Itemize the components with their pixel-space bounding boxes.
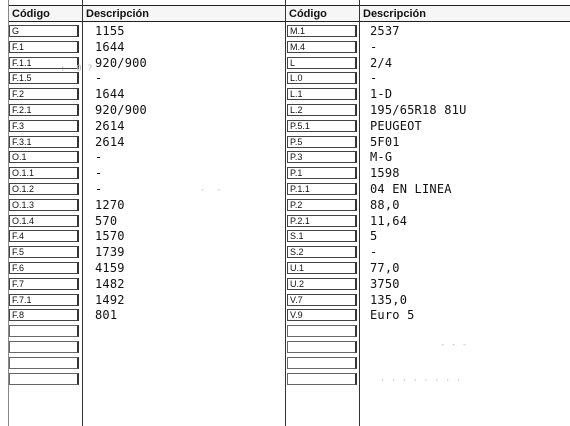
right-description-cell: PEUGEOT xyxy=(370,118,422,133)
header-right-description: Descripción xyxy=(360,5,570,22)
right-code-cell: M.4 xyxy=(287,41,357,53)
left-description-cell: 1739 xyxy=(95,245,125,260)
left-description-cell: 1570 xyxy=(95,229,125,244)
left-code-cell: F.5 xyxy=(9,246,79,258)
left-code-cell: O.1 xyxy=(9,151,79,163)
left-code-cell: F.8 xyxy=(9,309,79,321)
right-code-cell: V.7 xyxy=(287,294,357,306)
right-description-cell: 135,0 xyxy=(370,292,408,307)
scan-noise: : 0 ? xyxy=(60,64,93,74)
left-description-cell: - xyxy=(95,150,103,165)
right-code-cell: L.0 xyxy=(287,72,357,84)
left-empty-code-cell xyxy=(9,373,79,385)
right-code-cell: S.1 xyxy=(287,230,357,242)
right-empty-code-cell xyxy=(287,373,357,385)
column-divider xyxy=(359,0,360,426)
left-description-cell: - xyxy=(95,166,103,181)
left-code-cell: F.3 xyxy=(9,120,79,132)
left-description-cell: 1155 xyxy=(95,24,125,38)
right-code-cell: P.5.1 xyxy=(287,120,357,132)
right-code-cell: M.1 xyxy=(287,25,357,37)
header-right-code: Código xyxy=(286,5,359,22)
right-code-cell: P.1.1 xyxy=(287,183,357,195)
left-code-cell: G xyxy=(9,25,79,37)
column-divider xyxy=(285,0,286,426)
scan-noise: · · xyxy=(200,186,222,196)
right-code-cell: L xyxy=(287,57,357,69)
left-code-cell: F.2.1 xyxy=(9,104,79,116)
right-description-cell: 195/65R18 81U xyxy=(370,103,467,117)
right-code-cell: P.5 xyxy=(287,136,357,148)
left-description-cell: 2614 xyxy=(95,134,125,149)
scan-noise: - - - xyxy=(440,340,468,350)
right-code-cell: L.1 xyxy=(287,88,357,100)
left-description-cell: 920/900 xyxy=(95,55,147,70)
left-description-cell: - xyxy=(95,182,103,196)
right-empty-code-cell xyxy=(287,325,357,337)
right-description-cell: - xyxy=(370,245,378,260)
left-code-cell: O.1.1 xyxy=(9,167,79,179)
right-code-cell: P.2 xyxy=(287,199,357,211)
right-description-cell: 1-D xyxy=(370,87,393,102)
right-code-cell: P.3 xyxy=(287,151,357,163)
right-description-cell: 2/4 xyxy=(370,55,393,70)
left-description-cell: 570 xyxy=(95,213,118,228)
right-description-cell: 5F01 xyxy=(370,134,400,149)
scan-noise: · · · · · · · · xyxy=(380,376,462,386)
right-empty-code-cell xyxy=(287,357,357,369)
left-code-cell: F.7.1 xyxy=(9,294,79,306)
left-code-cell: F.1.5 xyxy=(9,72,79,84)
left-empty-code-cell xyxy=(9,341,79,353)
left-code-cell: F.6 xyxy=(9,262,79,274)
left-code-cell: F.7 xyxy=(9,278,79,290)
left-code-cell: F.2 xyxy=(9,88,79,100)
left-code-cell: O.1.3 xyxy=(9,199,79,211)
right-empty-code-cell xyxy=(287,341,357,353)
header-left-description: Descripción xyxy=(83,5,285,22)
left-description-cell: 1482 xyxy=(95,276,125,291)
left-description-cell: 801 xyxy=(95,308,118,323)
left-code-cell: F.1 xyxy=(9,41,79,53)
right-code-cell: L.2 xyxy=(287,104,357,116)
left-description-cell: 2614 xyxy=(95,118,125,133)
left-code-cell: O.1.4 xyxy=(9,215,79,227)
right-description-cell: 2537 xyxy=(370,24,400,38)
left-empty-code-cell xyxy=(9,325,79,337)
left-code-cell: F.3.1 xyxy=(9,136,79,148)
right-code-cell: V.9 xyxy=(287,309,357,321)
right-code-cell: S.2 xyxy=(287,246,357,258)
right-description-cell: 3750 xyxy=(370,276,400,291)
left-code-cell: F.4 xyxy=(9,230,79,242)
right-code-cell: P.2.1 xyxy=(287,215,357,227)
left-description-cell: 1492 xyxy=(95,292,125,307)
left-code-cell: F.1.1 xyxy=(9,57,79,69)
right-code-cell: U.1 xyxy=(287,262,357,274)
header-left-code: Código xyxy=(9,5,82,22)
left-description-cell: 920/900 xyxy=(95,103,147,117)
right-description-cell: 04 EN LINEA xyxy=(370,182,452,196)
left-description-cell: - xyxy=(95,71,103,86)
right-code-cell: P.1 xyxy=(287,167,357,179)
left-code-cell: O.1.2 xyxy=(9,183,79,195)
right-description-cell: 88,0 xyxy=(370,197,400,212)
right-description-cell: - xyxy=(370,71,378,86)
right-description-cell: M-G xyxy=(370,150,393,165)
right-description-cell: 11,64 xyxy=(370,213,408,228)
right-description-cell: - xyxy=(370,39,378,54)
left-description-cell: 1644 xyxy=(95,39,125,54)
left-description-cell: 1644 xyxy=(95,87,125,102)
right-description-cell: Euro 5 xyxy=(370,308,415,323)
right-description-cell: 5 xyxy=(370,229,378,244)
left-description-cell: 1270 xyxy=(95,197,125,212)
right-code-cell: U.2 xyxy=(287,278,357,290)
right-description-cell: 77,0 xyxy=(370,261,400,275)
right-description-cell: 1598 xyxy=(370,166,400,181)
left-empty-code-cell xyxy=(9,357,79,369)
left-description-cell: 4159 xyxy=(95,261,125,275)
